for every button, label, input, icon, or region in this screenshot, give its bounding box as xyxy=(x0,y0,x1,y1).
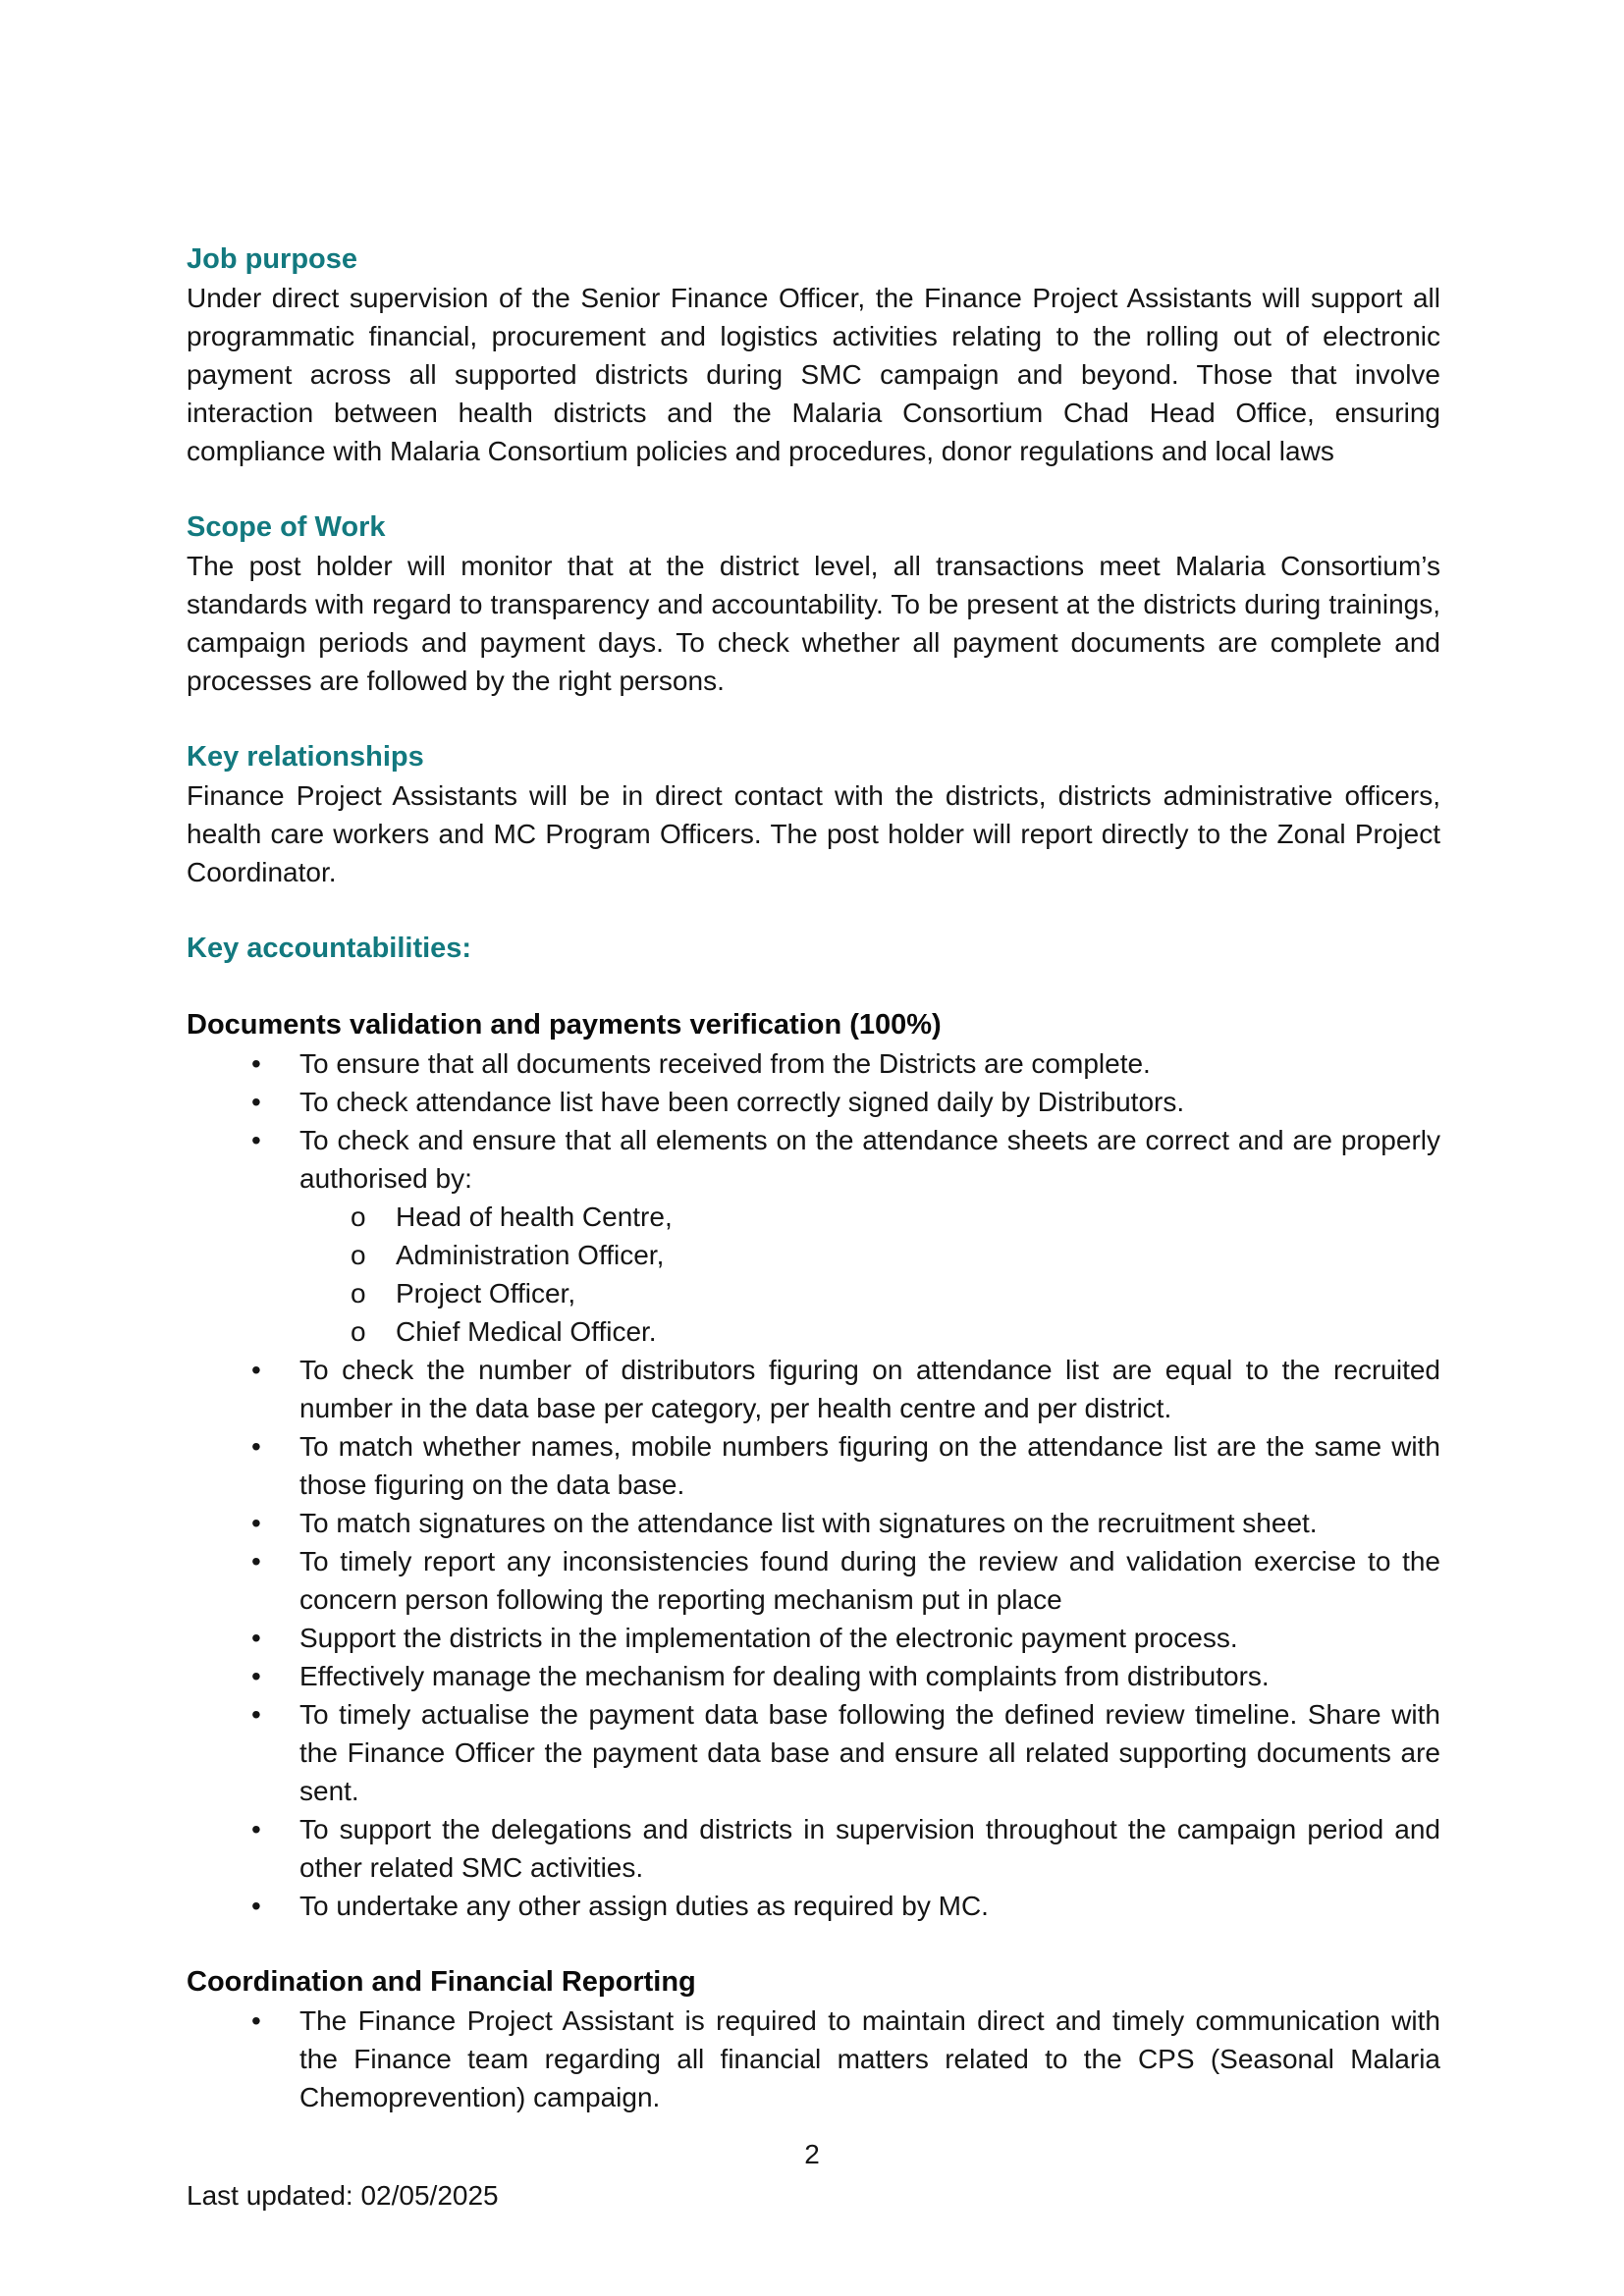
bullet-text: To ensure that all documents received from the Districts are complete. xyxy=(299,1048,1151,1079)
bullet-text: To undertake any other assign duties as required by MC. xyxy=(299,1891,989,1921)
key-relationships-body: Finance Project Assistants will be in direct contact with the districts, districts administrative officers, health care workers and MC Program Officers. The post holder will report directly to the Zonal Project Coordinator. xyxy=(187,780,1440,887)
bullet-marker: • xyxy=(251,2005,261,2036)
bullet-marker: • xyxy=(251,1125,261,1155)
bullet-item xyxy=(187,1121,1440,1198)
sub-bullet-item xyxy=(187,1312,1440,1351)
page-number: 2 xyxy=(804,2139,820,2169)
bullet-text: To check the number of distributors figuring on attendance list are equal to the recruited number in the data base per category, per health centre and per district. xyxy=(299,1355,1440,1423)
bullet-marker: • xyxy=(251,1623,261,1653)
job-purpose-heading: Job purpose xyxy=(187,243,358,275)
bullet-item xyxy=(187,1695,1440,1810)
coordination-reporting-title: Coordination and Financial Reporting xyxy=(187,1966,696,1998)
bullet-item xyxy=(187,2002,1440,2116)
bullet-marker: • xyxy=(251,1431,261,1462)
bullet-item xyxy=(187,1542,1440,1619)
bullet-marker: • xyxy=(251,1814,261,1844)
bullet-marker: • xyxy=(251,1048,261,1079)
section-scope-of-work xyxy=(187,508,1440,700)
circle-marker: o xyxy=(351,1278,366,1308)
bullet-text: To check and ensure that all elements on the attendance sheets are correct and are properly authorised by: xyxy=(299,1125,1440,1194)
authorised-by-sub-list xyxy=(187,1198,1440,1351)
scope-of-work-body: The post holder will monitor that at the district level, all transactions meet Malaria Consortium’s standards with regard to transparency and accountability. To be present at the districts during trainings, campaign periods and payment days. To check whether all payment documents are complete and processes are followed by the right persons. xyxy=(187,551,1440,696)
bullet-marker: • xyxy=(251,1087,261,1117)
bullet-marker: • xyxy=(251,1661,261,1691)
bullet-item xyxy=(187,1657,1440,1695)
documents-validation-bullet-list xyxy=(187,1044,1440,1925)
bullet-text: To support the delegations and districts in supervision throughout the campaign period and other related SMC activities. xyxy=(299,1814,1440,1883)
sub-bullet-text: Project Officer, xyxy=(396,1278,576,1308)
bullet-item xyxy=(187,1351,1440,1427)
scope-of-work-heading: Scope of Work xyxy=(187,511,386,543)
bullet-text: Support the districts in the implementation of the electronic payment process. xyxy=(299,1623,1238,1653)
bullet-item xyxy=(187,1504,1440,1542)
bullet-text: Effectively manage the mechanism for dealing with complaints from distributors. xyxy=(299,1661,1270,1691)
section-coordination-reporting xyxy=(187,1963,1440,2116)
bullet-text: The Finance Project Assistant is required to maintain direct and timely communication with the Finance team regarding all financial matters related to the CPS (Seasonal Malaria Chemoprevention) campaign. xyxy=(299,2005,1440,2112)
sub-bullet-text: Head of health Centre, xyxy=(396,1201,673,1232)
bullet-marker: • xyxy=(251,1891,261,1921)
key-accountabilities-heading: Key accountabilities: xyxy=(187,933,472,964)
bullet-item xyxy=(187,1810,1440,1887)
bullet-marker: • xyxy=(251,1546,261,1576)
bullet-marker: • xyxy=(251,1699,261,1730)
documents-validation-title: Documents validation and payments verification (100%) xyxy=(187,1009,942,1041)
section-job-purpose xyxy=(187,240,1440,470)
bullet-item xyxy=(187,1619,1440,1657)
bullet-item xyxy=(187,1044,1440,1083)
sub-bullet-item xyxy=(187,1198,1440,1236)
sub-bullet-text: Chief Medical Officer. xyxy=(396,1316,657,1347)
last-updated-footer: Last updated: 02/05/2025 xyxy=(187,2180,499,2211)
circle-marker: o xyxy=(351,1240,366,1270)
section-key-relationships xyxy=(187,738,1440,891)
bullet-text: To match whether names, mobile numbers figuring on the attendance list are the same with those figuring on the data base. xyxy=(299,1431,1440,1500)
sub-bullet-item xyxy=(187,1274,1440,1312)
coordination-bullet-list xyxy=(187,2002,1440,2116)
bullet-item xyxy=(187,1887,1440,1925)
sub-bullet-item xyxy=(187,1236,1440,1274)
bullet-marker: • xyxy=(251,1508,261,1538)
bullet-item xyxy=(187,1427,1440,1504)
sub-bullet-text: Administration Officer, xyxy=(396,1240,665,1270)
bullet-text: To timely report any inconsistencies found during the review and validation exercise to the concern person following the reporting mechanism put in place xyxy=(299,1546,1440,1615)
bullet-text: To check attendance list have been correctly signed daily by Distributors. xyxy=(299,1087,1185,1117)
circle-marker: o xyxy=(351,1201,366,1232)
circle-marker: o xyxy=(351,1316,366,1347)
bullet-marker: • xyxy=(251,1355,261,1385)
job-purpose-body: Under direct supervision of the Senior Finance Officer, the Finance Project Assistants will support all programmatic financial, procurement and logistics activities relating to the rolling out of electronic payment across all supported districts during SMC campaign and beyond. Those that involve interaction between health districts and the Malaria Consortium Chad Head Office, ensuring compliance with Malaria Consortium policies and procedures, donor regulations and local laws xyxy=(187,283,1440,466)
bullet-text: To timely actualise the payment data base following the defined review timeline. Share with the Finance Officer the payment data base and ensure all related supporting documents are sent. xyxy=(299,1699,1440,1806)
section-documents-validation xyxy=(187,1006,1440,1925)
bullet-text: To match signatures on the attendance list with signatures on the recruitment sheet. xyxy=(299,1508,1318,1538)
key-relationships-heading: Key relationships xyxy=(187,741,424,773)
bullet-item xyxy=(187,1083,1440,1121)
